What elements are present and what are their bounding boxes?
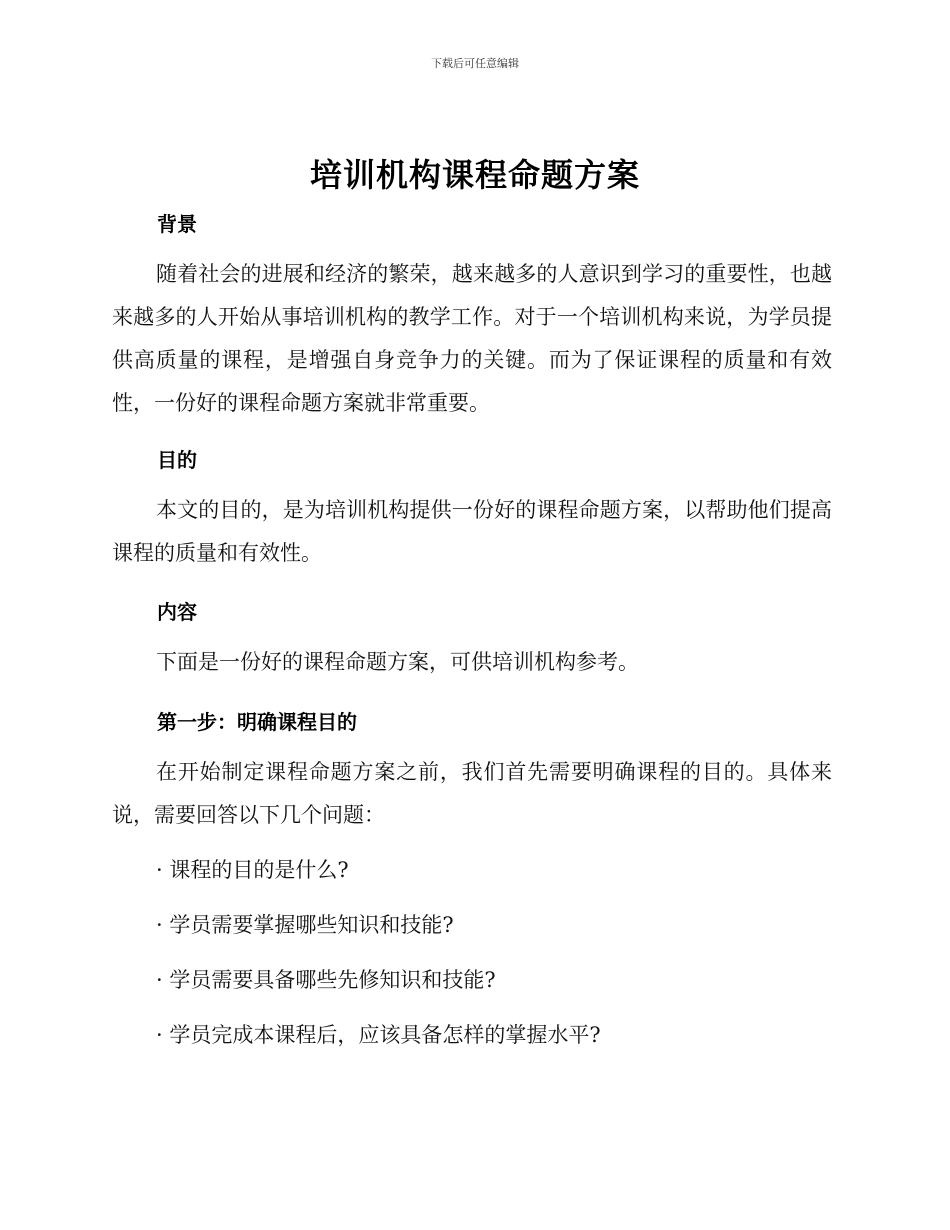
section-heading-step1: 第一步：明确课程目的 [157, 710, 357, 734]
list-item: · 学员完成本课程后，应该具备怎样的掌握水平? [156, 1023, 601, 1047]
list-item: · 课程的目的是什么? [156, 858, 349, 882]
section-heading-background: 背景 [157, 212, 197, 236]
section-heading-content: 内容 [157, 600, 197, 624]
list-item: · 学员需要掌握哪些知识和技能? [156, 913, 454, 937]
paragraph-content: 下面是一份好的课程命题方案，可供培训机构参考。 [156, 650, 639, 674]
paragraph-purpose: 本文的目的，是为培训机构提供一份好的课程命题方案，以帮助他们提高课程的质量和有效性。 [112, 498, 832, 565]
header-note: 下载后可任意编辑 [431, 57, 519, 70]
paragraph-background: 随着社会的进展和经济的繁荣，越来越多的人意识到学习的重要性，也越来越多的人开始从事培训机构的教学工作。对于一个培训机构来说，为学员提供高质量的课程，是增强自身竞争力的关键。而为了保证课程的质量和有效性，一份好的课程命题方案就非常重要。 [112, 262, 832, 415]
list-item: · 学员需要具备哪些先修知识和技能? [156, 968, 496, 992]
paragraph-step1: 在开始制定课程命题方案之前，我们首先需要明确课程的目的。具体来说，需要回答以下几个问题： [112, 760, 832, 827]
section-heading-purpose: 目的 [157, 448, 197, 472]
document-title: 培训机构课程命题方案 [309, 156, 640, 194]
